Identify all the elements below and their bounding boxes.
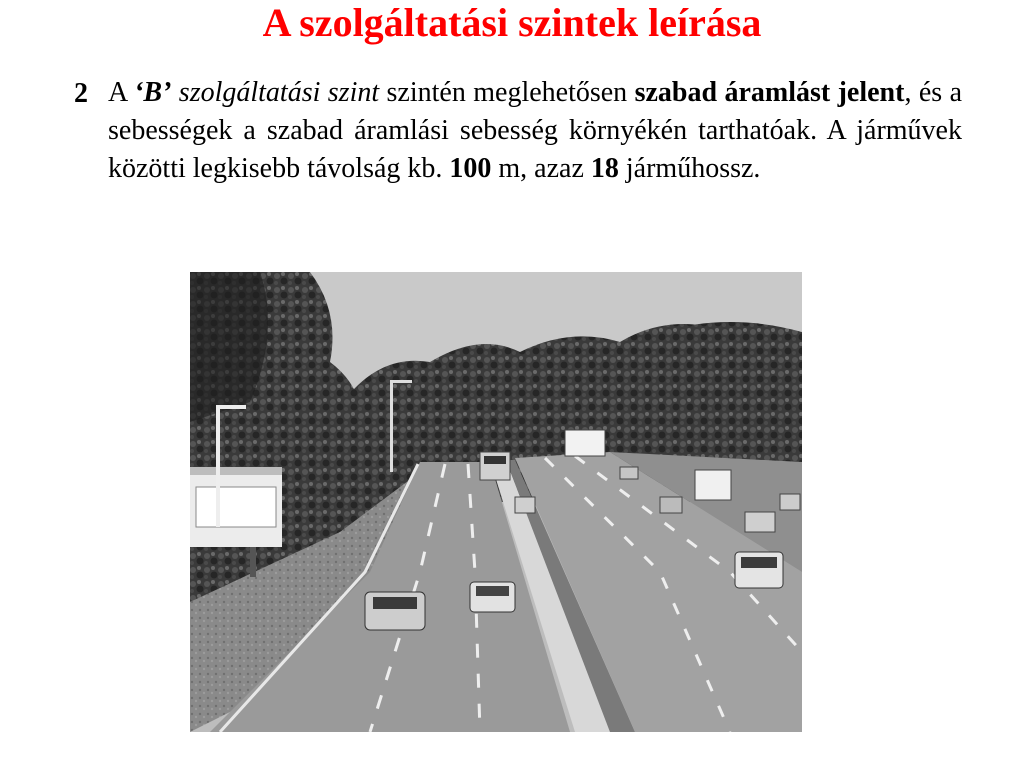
para-free-flow-phrase: szabad áramlást jelent (634, 77, 905, 108)
bullet-number: 2 (74, 78, 88, 109)
para-vehicle-length-value: 18 (590, 153, 619, 184)
highway-traffic-photo (190, 272, 802, 732)
slide-title: A szolgáltatási szintek leírása (262, 0, 762, 45)
para-text-2: szintén meglehetősen (379, 77, 635, 108)
para-service-level-phrase: szolgáltatási szint (171, 77, 380, 108)
para-text-5: járműhossz. (618, 153, 761, 184)
para-distance-value: 100 (449, 153, 492, 184)
para-text-1: A (108, 77, 135, 108)
body-paragraph (108, 74, 962, 188)
para-text-4: m, azaz (491, 153, 591, 184)
para-service-level-letter: ‘B’ (134, 77, 172, 108)
para-text-3: , és a sebességek a szabad áramlási sebesség környékén tarthatóak. A járművek közötti legkisebb távolság kb. (108, 77, 962, 184)
highway-photo-drawing (190, 272, 802, 732)
